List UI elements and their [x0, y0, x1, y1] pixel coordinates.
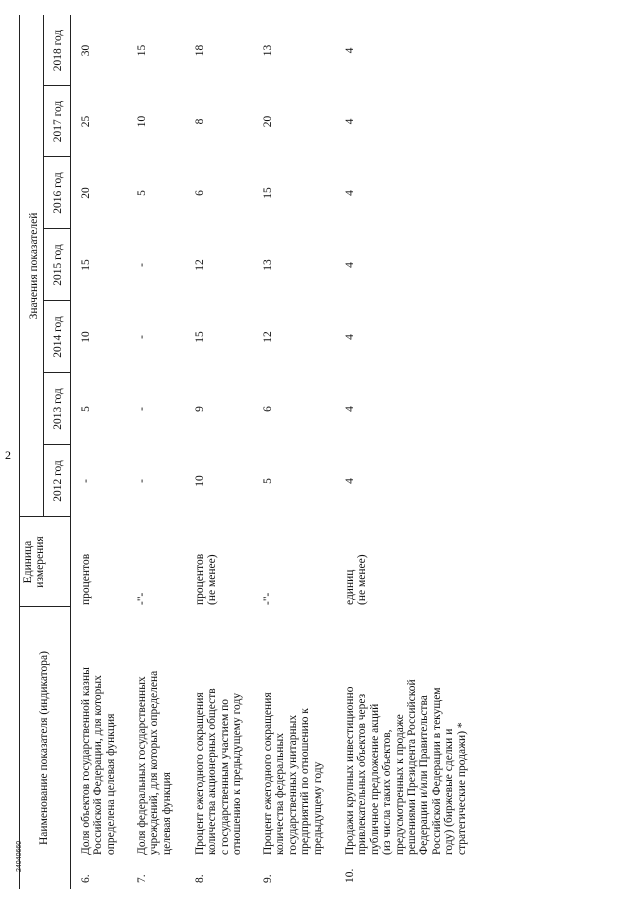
- value-cell: 15: [136, 44, 148, 57]
- indicator-name: Доля объектов государственной казны Российской Федерации, для которых определена целевая функция: [80, 667, 117, 855]
- header-bottom-rule: [70, 15, 71, 889]
- value-cell: 4: [344, 406, 356, 412]
- value-cell: 12: [194, 259, 206, 271]
- value-cell: -: [136, 407, 148, 411]
- unit-value: -"-: [136, 592, 148, 605]
- indicator-table: [0, 15, 620, 889]
- header-year: 2018 год: [52, 29, 64, 72]
- header-year: 2015 год: [52, 244, 64, 286]
- value-cell: 4: [344, 47, 356, 54]
- indicator-name: Процент ежегодного сокращения количества акционерных обществ с государственным участием по отношению к предыдущему году: [194, 688, 244, 855]
- value-cell: 4: [344, 118, 356, 125]
- page-number: 2: [5, 448, 11, 462]
- value-cell: 25: [80, 115, 92, 128]
- value-cell: 4: [344, 478, 356, 484]
- row-number: 6.: [80, 874, 92, 883]
- unit-value: процентов: [80, 553, 92, 605]
- header-year: 2016 год: [52, 172, 64, 214]
- header-year: 2014 год: [52, 316, 64, 358]
- value-cell: 5: [262, 478, 274, 484]
- values-group-rule: [43, 15, 44, 517]
- value-cell: -: [136, 479, 148, 483]
- unit-value: процентов (не менее): [194, 553, 219, 605]
- value-cell: 5: [80, 406, 92, 412]
- value-cell: 5: [136, 190, 148, 196]
- row-number: 9.: [262, 874, 274, 883]
- header-year: 2013 год: [52, 388, 64, 430]
- value-cell: 20: [262, 115, 274, 128]
- indicator-name: Процент ежегодного сокращения количества федеральных государственных унитарных предприятий по отношению к предыдущему году: [262, 692, 324, 855]
- header-unit-column: Единица измерения: [22, 536, 47, 588]
- unit-value: -"-: [262, 592, 274, 605]
- value-cell: 10: [80, 331, 92, 343]
- indicator-name: Продажи крупных инвестиционно привлекательных объектов через публичное предложение акций (из числа таких объектов, предусмотренных к продаже решениями Президента Российской Федерации и/или Правительства Российской Федерации в текущем году) (биржевые сделки и стратегические продажи) *: [344, 679, 468, 855]
- value-cell: 15: [262, 187, 274, 199]
- document-id: 24040660: [16, 840, 23, 872]
- value-cell: 10: [136, 115, 148, 128]
- value-cell: 15: [80, 259, 92, 271]
- value-cell: 9: [194, 406, 206, 412]
- row-number: 10.: [344, 868, 356, 883]
- value-cell: 20: [80, 187, 92, 199]
- value-cell: 4: [344, 190, 356, 196]
- value-cell: 30: [80, 44, 92, 57]
- header-values-group: Значения показателей: [28, 212, 40, 320]
- header-year: 2017 год: [52, 100, 64, 143]
- indicator-name: Доля федеральных государственных учреждений, для которых определена целевая функция: [136, 670, 173, 855]
- value-cell: 15: [194, 331, 206, 343]
- value-cell: -: [136, 335, 148, 339]
- value-cell: 13: [262, 259, 274, 271]
- value-cell: 10: [194, 475, 206, 487]
- value-cell: 6: [194, 190, 206, 196]
- row-number: 8.: [194, 874, 206, 883]
- value-cell: 6: [262, 406, 274, 412]
- value-cell: 4: [344, 262, 356, 268]
- value-cell: 4: [344, 334, 356, 340]
- row-number: 7.: [136, 874, 148, 883]
- value-cell: -: [80, 479, 92, 483]
- header-name-column: Наименование показателя (индикатора): [38, 651, 50, 845]
- value-cell: 13: [262, 44, 274, 57]
- value-cell: 8: [194, 118, 206, 125]
- value-cell: 12: [262, 331, 274, 343]
- value-cell: -: [136, 263, 148, 267]
- header-year: 2012 год: [52, 460, 64, 502]
- table-top-rule: [19, 15, 20, 889]
- unit-value: единиц (не менее): [344, 554, 369, 605]
- value-cell: 18: [194, 44, 206, 57]
